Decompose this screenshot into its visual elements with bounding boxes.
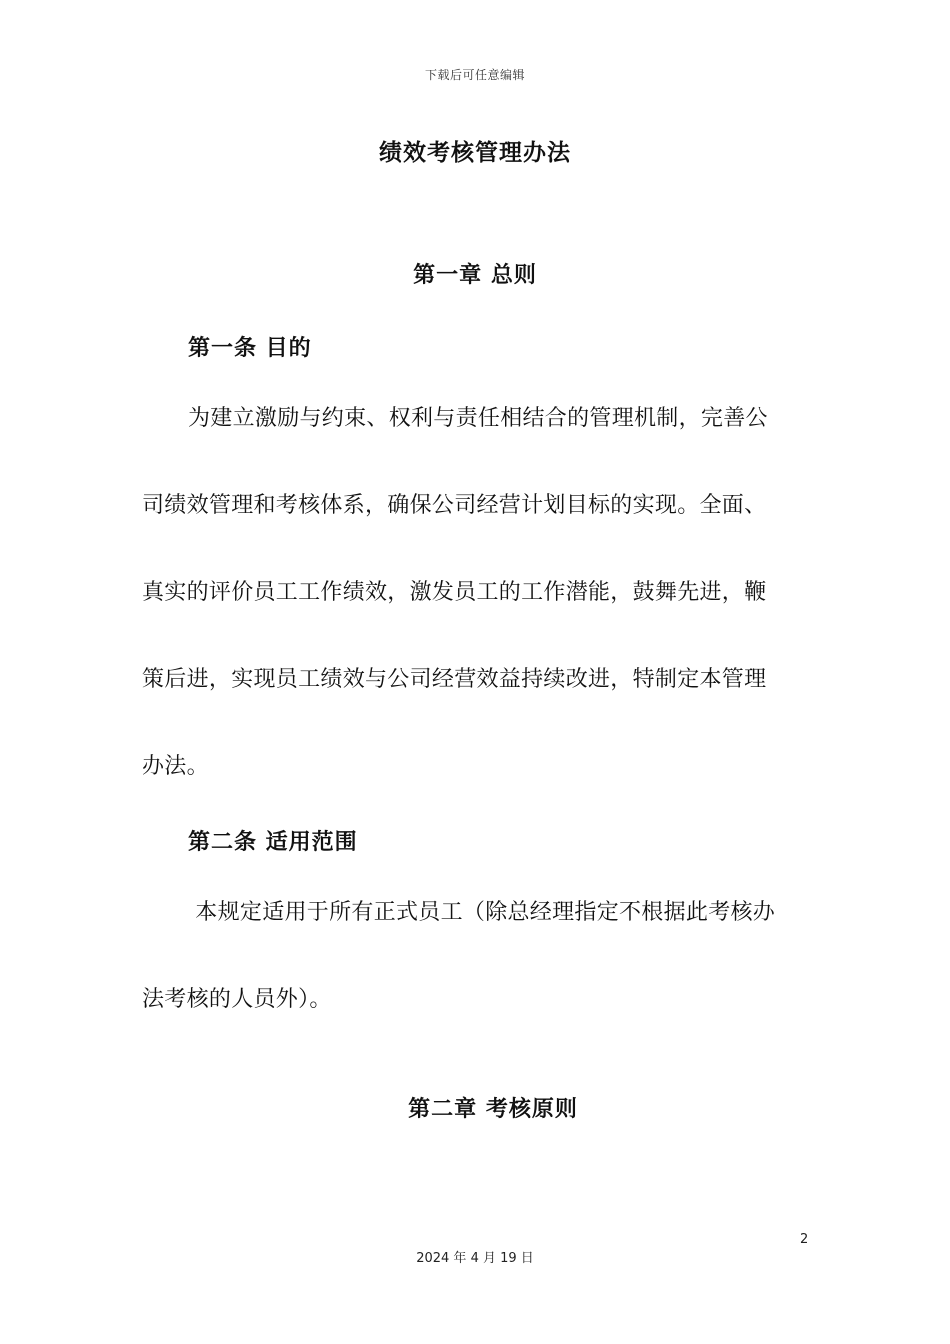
article-2-line-2: 法考核的人员外）。 [142,987,332,1012]
article-1-line-3: 真实的评价员工工作绩效，激发员工的工作潜能，鼓舞先进，鞭 [142,580,767,605]
chapter-2-title: 第二章 考核原则 [408,1097,578,1122]
footer-date: 2024 年 4 月 19 日 [416,1251,534,1266]
article-2-line-1: 本规定适用于所有正式员工（除总经理指定不根据此考核办 [188,900,776,925]
chapter-1-title: 第一章 总则 [413,263,537,288]
article-1-line-5: 办法。 [142,754,209,779]
article-1-line-2: 司绩效管理和考核体系，确保公司经营计划目标的实现。全面、 [142,493,767,518]
article-1-title: 第一条 目的 [188,336,312,361]
header-note: 下载后可任意编辑 [424,68,525,82]
article-2-title: 第二条 适用范围 [188,830,358,855]
article-1-line-4: 策后进，实现员工绩效与公司经营效益持续改进，特制定本管理 [142,667,767,692]
page-number: 2 [800,1232,809,1247]
document-title: 绩效考核管理办法 [379,140,571,166]
article-1-line-1: 为建立激励与约束、权利与责任相结合的管理机制，完善公 [188,406,768,431]
